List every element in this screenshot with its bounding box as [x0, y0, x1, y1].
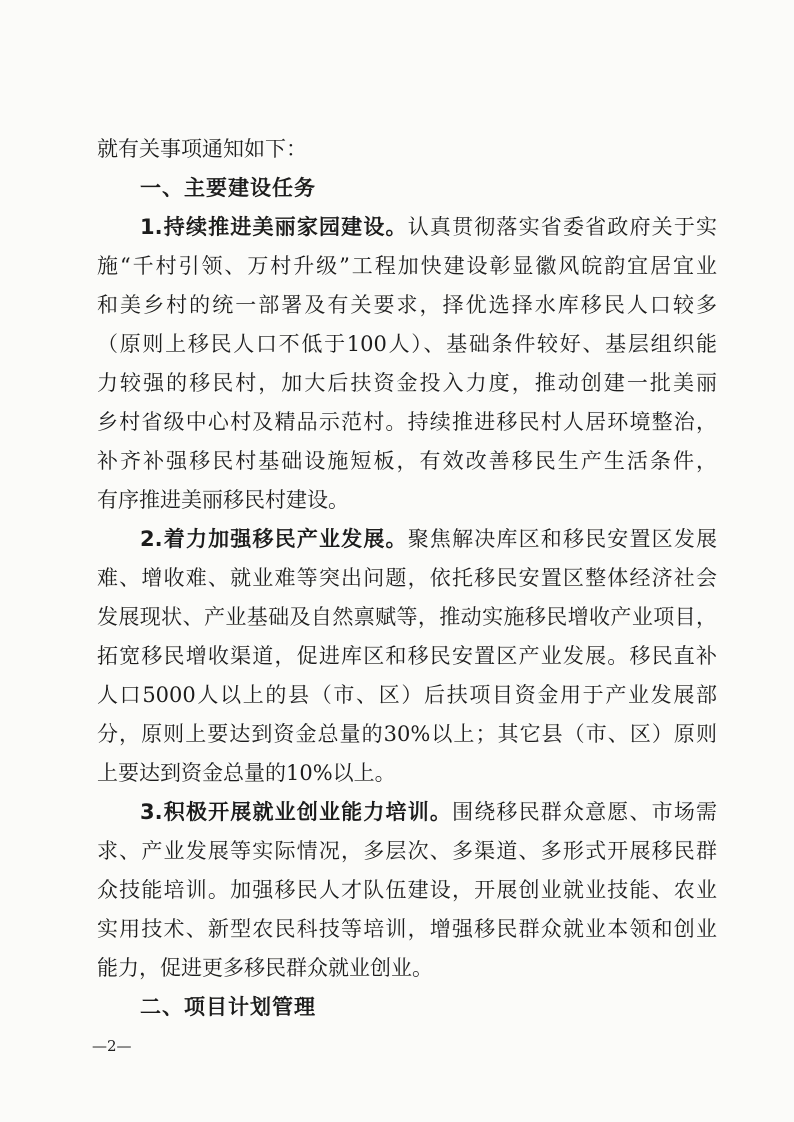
- intro-line: 就有关事项通知如下：: [97, 137, 307, 161]
- item-2-line-6: 分，原则上要达到资金总量的30%以上；其它县（市、区）原则: [97, 722, 717, 746]
- item-3-line-3: 众技能培训。加强移民人才队伍建设，开展创业就业技能、农业: [97, 878, 717, 902]
- item-3-first-line: [140, 796, 717, 828]
- item-1-text: 认真贯彻落实省委省政府关于实: [407, 215, 718, 239]
- item-2-text: 聚焦解决库区和移民安置区发展: [407, 527, 718, 551]
- item-1-line-6: 乡村省级中心村及精品示范村。持续推进移民村人居环境整治，: [97, 410, 717, 434]
- item-2-lead: 2.着力加强移民产业发展。: [140, 527, 408, 551]
- item-3-line-2: 求、产业发展等实际情况，多层次、多渠道、多形式开展移民群: [97, 839, 717, 863]
- item-2-line-5: 人口5000人以上的县（市、区）后扶项目资金用于产业发展部: [97, 683, 717, 707]
- page-number: —2—: [92, 1037, 132, 1055]
- item-1-line-8: 有序推进美丽移民村建设。: [97, 488, 349, 512]
- item-3-lead: 3.积极开展就业创业能力培训。: [140, 800, 453, 824]
- item-1-line-5: 力较强的移民村，加大后扶资金投入力度，推动创建一批美丽: [97, 371, 717, 395]
- item-3-line-5: 能力，促进更多移民群众就业创业。: [97, 956, 433, 980]
- item-2-line-2: 难、增收难、就业难等突出问题，依托移民安置区整体经济社会: [97, 566, 717, 590]
- item-2-first-line: [140, 523, 717, 555]
- item-1-line-3: 和美乡村的统一部署及有关要求，择优选择水库移民人口较多: [97, 293, 717, 317]
- item-2-line-7: 上要达到资金总量的10%以上。: [97, 761, 396, 785]
- item-3-line-4: 实用技术、新型农民科技等培训，增强移民群众就业本领和创业: [97, 917, 717, 941]
- item-1-first-line: [140, 211, 717, 243]
- item-3-text: 围绕移民群众意愿、市场需: [452, 800, 718, 824]
- item-1-line-2: 施“千村引领、万村升级”工程加快建设彰显徽风皖韵宜居宜业: [97, 254, 717, 278]
- item-2-line-4: 拓宽移民增收渠道，促进库区和移民安置区产业发展。移民直补: [97, 644, 717, 668]
- section-2-heading: 二、项目计划管理: [140, 995, 316, 1019]
- item-2-line-3: 发展现状、产业基础及自然禀赋等，推动实施移民增收产业项目，: [97, 605, 717, 629]
- item-1-lead: 1.持续推进美丽家园建设。: [140, 215, 408, 239]
- section-1-heading: 一、主要建设任务: [140, 176, 316, 200]
- item-1-line-7: 补齐补强移民村基础设施短板，有效改善移民生产生活条件，: [97, 449, 717, 473]
- item-1-line-4: （原则上移民人口不低于100人）、基础条件较好、基层组织能: [97, 332, 717, 356]
